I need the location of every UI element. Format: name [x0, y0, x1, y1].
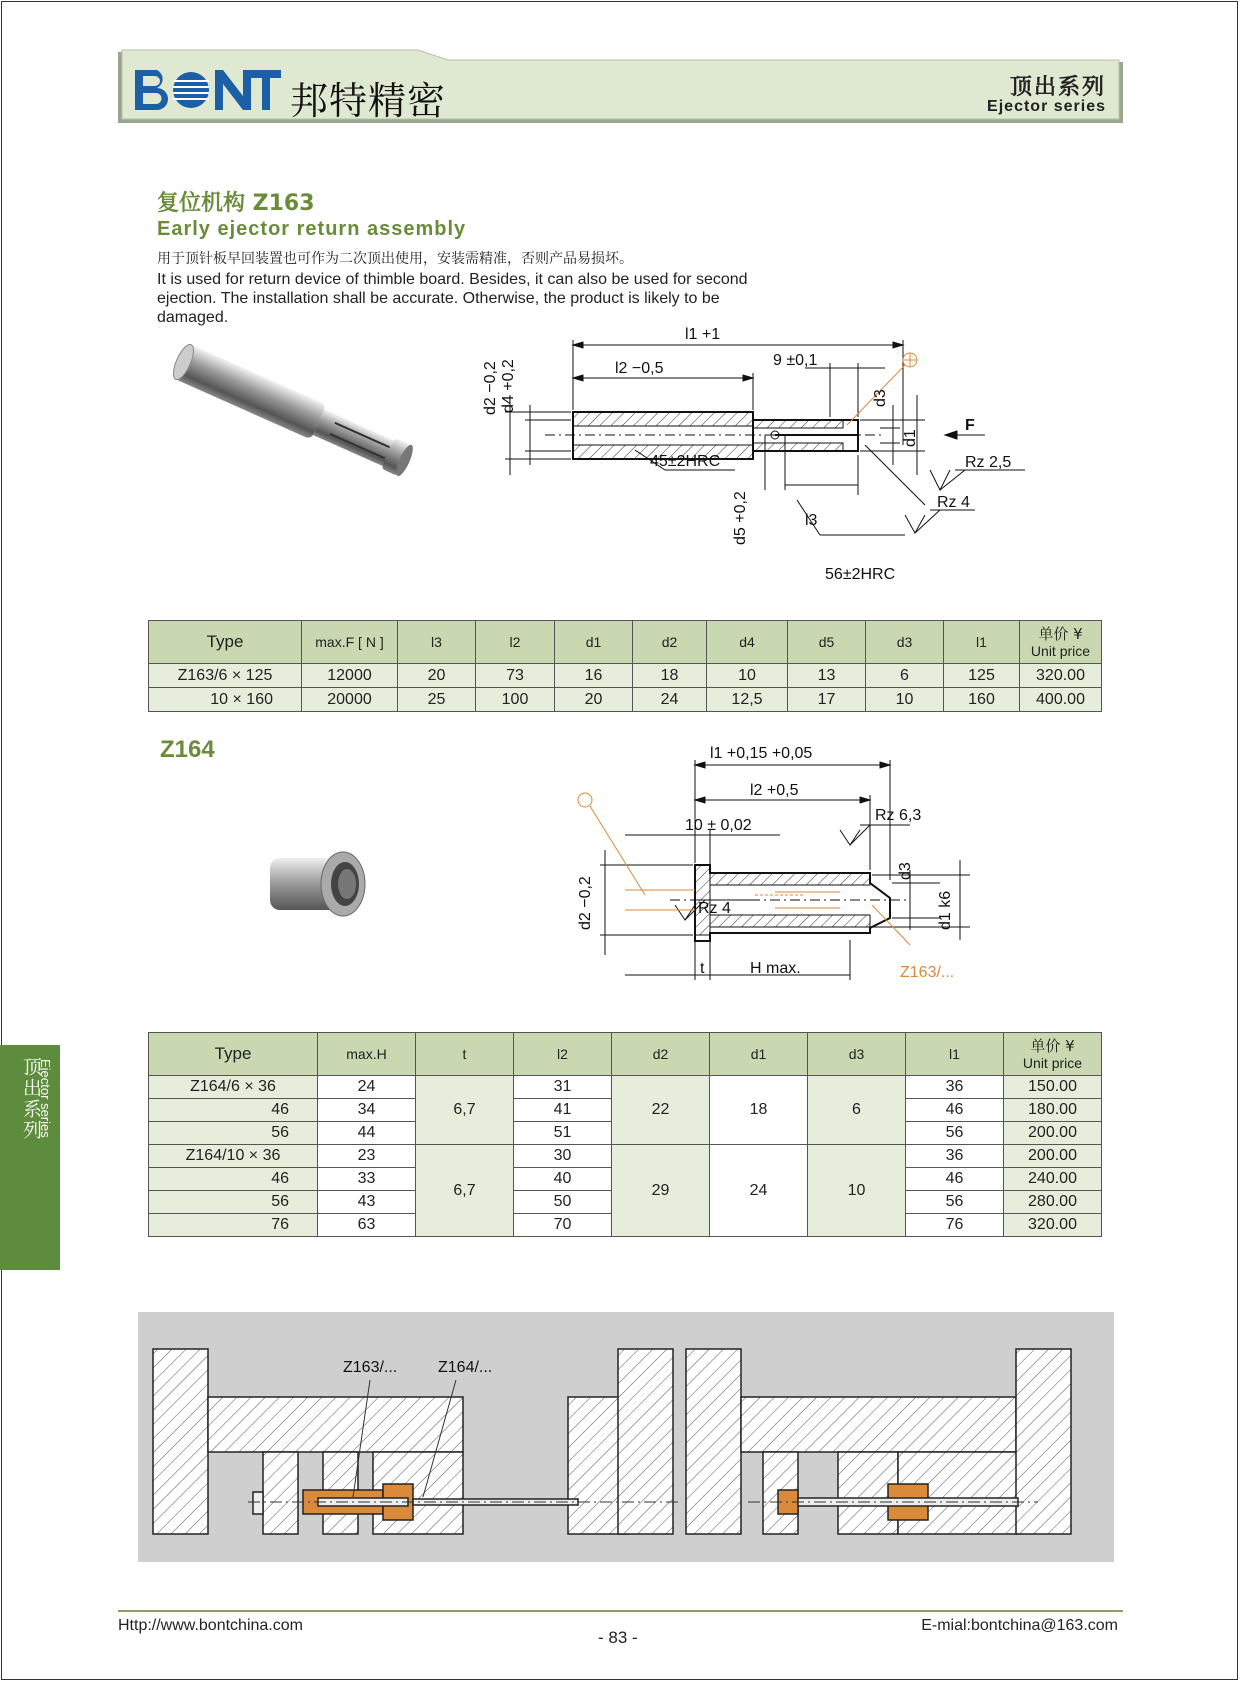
z163-force-f: F: [965, 417, 975, 434]
z164-header-d2: d2: [612, 1033, 710, 1076]
z164-price-cn: 单价 ¥: [1030, 1036, 1075, 1055]
z163-price-en: Unit price: [1030, 642, 1091, 659]
side-tab-cn: 顶出系列: [20, 1057, 42, 1141]
cell-l1: 125: [944, 664, 1020, 688]
cell-d4: 12,5: [707, 688, 788, 712]
brand-name-cn: 邦特精密: [290, 79, 447, 123]
z163-hardness-1: 45±2HRC: [650, 453, 721, 470]
z163-description-en: It is used for return device of thimble board. Besides, it can also be used for second ejection. The installation shall be accurate. Otherwise, the product is likely to be damaged.: [157, 271, 748, 326]
z164-dim-l2: l2 +0,5: [750, 782, 799, 799]
z163-spec-table: [148, 620, 1102, 712]
cell-maxf: 12000: [302, 664, 398, 688]
cell-d2: 18: [633, 664, 707, 688]
cell-l1: 36: [906, 1145, 1004, 1168]
z164-ref-z163: Z163/...: [900, 964, 955, 981]
footer-divider: [118, 1610, 1123, 1612]
z164-header-type: Type: [149, 1033, 318, 1076]
z164-header-d3: d3: [808, 1033, 906, 1076]
cell-l1: 160: [944, 688, 1020, 712]
z163-dim-l2: l2 −0,5: [615, 360, 664, 377]
z163-header-maxf: max.F [ N ]: [302, 621, 398, 664]
cell-price: 280.00: [1004, 1191, 1102, 1214]
z163-description-cn: 用于顶针板早回装置也可作为二次顶出使用，安装需精准，否则产品易损坏。: [157, 251, 633, 267]
cell-maxh: 33: [318, 1168, 416, 1191]
z163-dim-d1: d1: [902, 429, 919, 447]
cell-d1: 16: [555, 664, 633, 688]
cell-d1: 20: [555, 688, 633, 712]
z164-dim-l1: l1 +0,15 +0,05: [710, 745, 813, 762]
z164-spec-table: [148, 1032, 1102, 1237]
z164-roughness-1: Rz 6,3: [875, 807, 922, 824]
z164-header-d1: d1: [710, 1033, 808, 1076]
z163-header-d2: d2: [633, 621, 707, 664]
cell-d5: 17: [788, 688, 866, 712]
z163-price-cn: 单价 ¥: [1038, 624, 1083, 643]
cell-d3: 6: [866, 664, 944, 688]
cell-type: Z163/6 × 125: [149, 664, 302, 688]
cell-t: 6,7: [416, 1145, 514, 1237]
z163-dim-9: 9 ±0,1: [773, 352, 818, 369]
cell-d1: 24: [710, 1145, 808, 1237]
side-tab: [0, 1045, 60, 1270]
cell-maxh: 43: [318, 1191, 416, 1214]
cell-d3: 6: [808, 1076, 906, 1145]
z163-header-l1: l1: [944, 621, 1020, 664]
z164-product-photo: [265, 840, 375, 930]
z163-dim-l1: l1 +1: [685, 326, 721, 343]
footer-website[interactable]: Http://www.bontchina.com: [118, 1617, 303, 1634]
cell-maxh: 34: [318, 1099, 416, 1122]
series-title-en: Ejector series: [987, 98, 1106, 115]
cell-maxh: 44: [318, 1122, 416, 1145]
assembly-illustration: [138, 1312, 1114, 1562]
cell-d4: 10: [707, 664, 788, 688]
z164-dim-d2: d2 −0,2: [577, 876, 594, 930]
z164-header-l1: l1: [906, 1033, 1004, 1076]
cell-maxh: 23: [318, 1145, 416, 1168]
cell-l2: 31: [514, 1076, 612, 1099]
z163-header-price: [1020, 621, 1102, 664]
cell-l1: 46: [906, 1168, 1004, 1191]
cell-price: 150.00: [1004, 1076, 1102, 1099]
cell-l3: 20: [398, 664, 476, 688]
z163-header-type: Type: [149, 621, 302, 664]
cell-price: 180.00: [1004, 1099, 1102, 1122]
z163-dim-d4: d4 +0,2: [500, 359, 517, 413]
cell-l1: 76: [906, 1214, 1004, 1237]
cell-d5: 13: [788, 664, 866, 688]
footer-email[interactable]: E-mial:bontchina@163.com: [921, 1617, 1118, 1634]
cell-l1: 56: [906, 1191, 1004, 1214]
z163-product-photo: [160, 345, 440, 485]
cell-type: 46: [149, 1099, 318, 1122]
z164-header-t: t: [416, 1033, 514, 1076]
cell-l1: 46: [906, 1099, 1004, 1122]
cell-type: 56: [149, 1122, 318, 1145]
z163-header-d1: d1: [555, 621, 633, 664]
cell-maxf: 20000: [302, 688, 398, 712]
z164-header-l2: l2: [514, 1033, 612, 1076]
z163-title-cn: 复位机构 Z163: [157, 191, 315, 216]
table-row: [149, 1076, 1102, 1099]
z163-dim-d5: d5 +0,2: [732, 491, 749, 545]
series-title-cn: 顶出系列: [1009, 75, 1106, 100]
z163-dim-l3: l3: [805, 512, 818, 529]
z164-title: Z164: [160, 736, 215, 763]
cell-type: Z164/10 × 36: [149, 1145, 318, 1168]
z164-header-maxh: max.H: [318, 1033, 416, 1076]
z164-header-price: [1004, 1033, 1102, 1076]
z164-technical-drawing: [577, 730, 1000, 985]
cell-price: 320.00: [1004, 1214, 1102, 1237]
cell-maxh: 24: [318, 1076, 416, 1099]
table-row: [149, 1145, 1102, 1168]
z163-header-l3: l3: [398, 621, 476, 664]
cell-d2: 24: [633, 688, 707, 712]
cell-l3: 25: [398, 688, 476, 712]
cell-l2: 51: [514, 1122, 612, 1145]
cell-l2: 41: [514, 1099, 612, 1122]
z164-dim-d1: d1 k6: [937, 890, 954, 930]
cell-l1: 36: [906, 1076, 1004, 1099]
cell-l1: 56: [906, 1122, 1004, 1145]
page-number: - 83 -: [598, 1628, 638, 1647]
cell-l2: 73: [476, 664, 555, 688]
z164-dim-t: t: [700, 960, 705, 977]
cell-d2: 29: [612, 1145, 710, 1237]
z163-hardness-2: 56±2HRC: [825, 566, 896, 583]
bont-logo: [133, 66, 283, 114]
cell-maxh: 63: [318, 1214, 416, 1237]
cell-l2: 40: [514, 1168, 612, 1191]
cell-d1: 18: [710, 1076, 808, 1145]
side-tab-en: Ejector series: [38, 1059, 53, 1138]
z164-roughness-2: Rz 4: [698, 900, 731, 917]
z163-header-d3: d3: [866, 621, 944, 664]
z164-dim-10: 10 ± 0,02: [685, 817, 752, 834]
z163-dim-d3: d3: [872, 389, 889, 407]
z164-dim-d3: d3: [897, 862, 914, 880]
cell-l2: 100: [476, 688, 555, 712]
table-row: [149, 688, 1102, 712]
z163-header-l2: l2: [476, 621, 555, 664]
cell-price: 320.00: [1020, 664, 1102, 688]
cell-price: 200.00: [1004, 1145, 1102, 1168]
z163-roughness-2: Rz 4: [937, 494, 970, 511]
cell-t: 6,7: [416, 1076, 514, 1145]
cell-type: 46: [149, 1168, 318, 1191]
cell-price: 200.00: [1004, 1122, 1102, 1145]
cell-type: Z164/6 × 36: [149, 1076, 318, 1099]
z163-technical-drawing: [482, 325, 1105, 595]
z163-header-d4: d4: [707, 621, 788, 664]
cell-type: 76: [149, 1214, 318, 1237]
cell-type: 10 × 160: [149, 688, 302, 712]
z163-title-en: Early ejector return assembly: [157, 218, 467, 240]
z164-price-en: Unit price: [1022, 1054, 1083, 1071]
cell-price: 400.00: [1020, 688, 1102, 712]
cell-type: 56: [149, 1191, 318, 1214]
cell-d3: 10: [808, 1145, 906, 1237]
z163-header-d5: d5: [788, 621, 866, 664]
cell-price: 240.00: [1004, 1168, 1102, 1191]
assembly-label-z163: Z163/...: [343, 1359, 398, 1376]
cell-l2: 70: [514, 1214, 612, 1237]
assembly-label-z164: Z164/...: [438, 1359, 493, 1376]
cell-d2: 22: [612, 1076, 710, 1145]
cell-l2: 50: [514, 1191, 612, 1214]
z164-dim-hmax: H max.: [750, 960, 801, 977]
z163-dim-d2: d2 −0,2: [482, 361, 499, 415]
z163-roughness-1: Rz 2,5: [965, 454, 1012, 471]
cell-l2: 30: [514, 1145, 612, 1168]
table-row: [149, 664, 1102, 688]
cell-d3: 10: [866, 688, 944, 712]
